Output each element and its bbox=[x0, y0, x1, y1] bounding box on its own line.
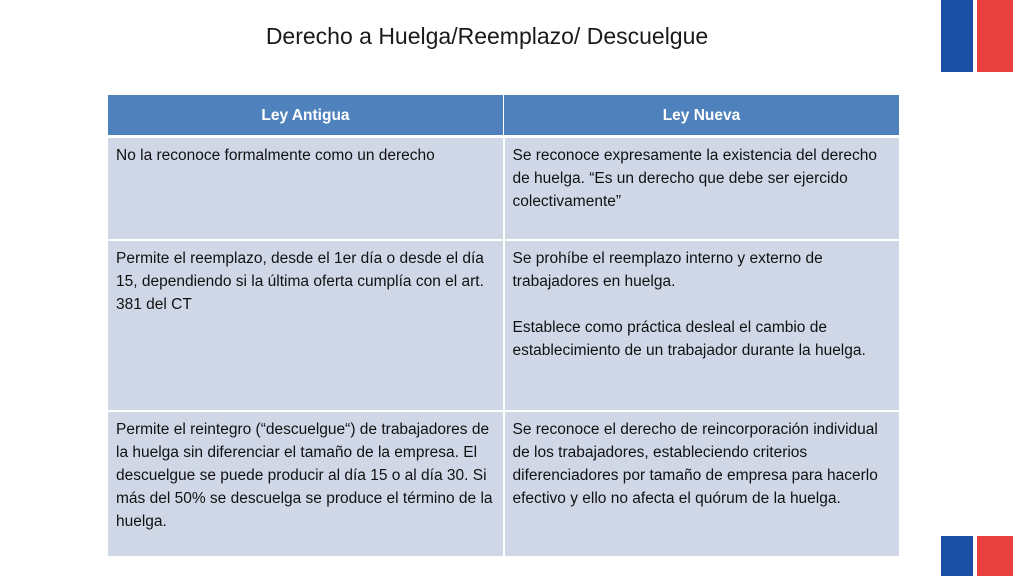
cell-text: Permite el reemplazo, desde el 1er día o desde el día 15, dependiendo si la última oferta cumplía con el art. 381 del CT bbox=[116, 250, 484, 313]
cell-ley-antigua bbox=[108, 137, 504, 241]
flag-red-stripe bbox=[977, 536, 1013, 576]
header-ley-antigua: Ley Antigua bbox=[108, 95, 504, 137]
cell-text: Se reconoce el derecho de reincorporación individual de los trabajadores, estableciendo criterios diferenciadores por tamaño de empresa para hacerlo efectivo y ello no afecta el quórum de la huelga. bbox=[512, 421, 878, 507]
flag-red-stripe bbox=[977, 0, 1013, 72]
cell-text: Permite el reintegro (“descuelgue“) de trabajadores de la huelga sin diferenciar el tamaño de la empresa. El descuelgue se puede producir al día 15 o al día 30. Si más del 50% se descuelga se produce el término de la huelga. bbox=[116, 421, 493, 530]
flag-decoration-bottom bbox=[941, 536, 1013, 576]
cell-text: Se prohíbe el reemplazo interno y externo de trabajadores en huelga. bbox=[512, 250, 823, 290]
table-row bbox=[108, 411, 900, 557]
cell-text: Establece como práctica desleal el cambio de establecimiento de un trabajador durante la huelga. bbox=[512, 319, 866, 359]
cell-text: No la reconoce formalmente como un derecho bbox=[116, 147, 435, 164]
header-ley-nueva: Ley Nueva bbox=[504, 95, 900, 137]
cell-ley-nueva bbox=[504, 137, 900, 241]
slide-title: Derecho a Huelga/Reemplazo/ Descuelgue bbox=[265, 23, 709, 49]
comparison-table bbox=[107, 94, 901, 558]
cell-ley-antigua bbox=[108, 240, 504, 411]
table-row bbox=[108, 240, 900, 411]
flag-blue-stripe bbox=[941, 536, 975, 576]
cell-ley-nueva bbox=[504, 240, 900, 411]
cell-text: Se reconoce expresamente la existencia del derecho de huelga. “Es un derecho que debe ser ejercido colectivamente” bbox=[512, 147, 877, 210]
cell-ley-nueva bbox=[504, 411, 900, 557]
cell-ley-antigua bbox=[108, 411, 504, 557]
table-row bbox=[108, 137, 900, 241]
table-header-row bbox=[108, 95, 900, 137]
